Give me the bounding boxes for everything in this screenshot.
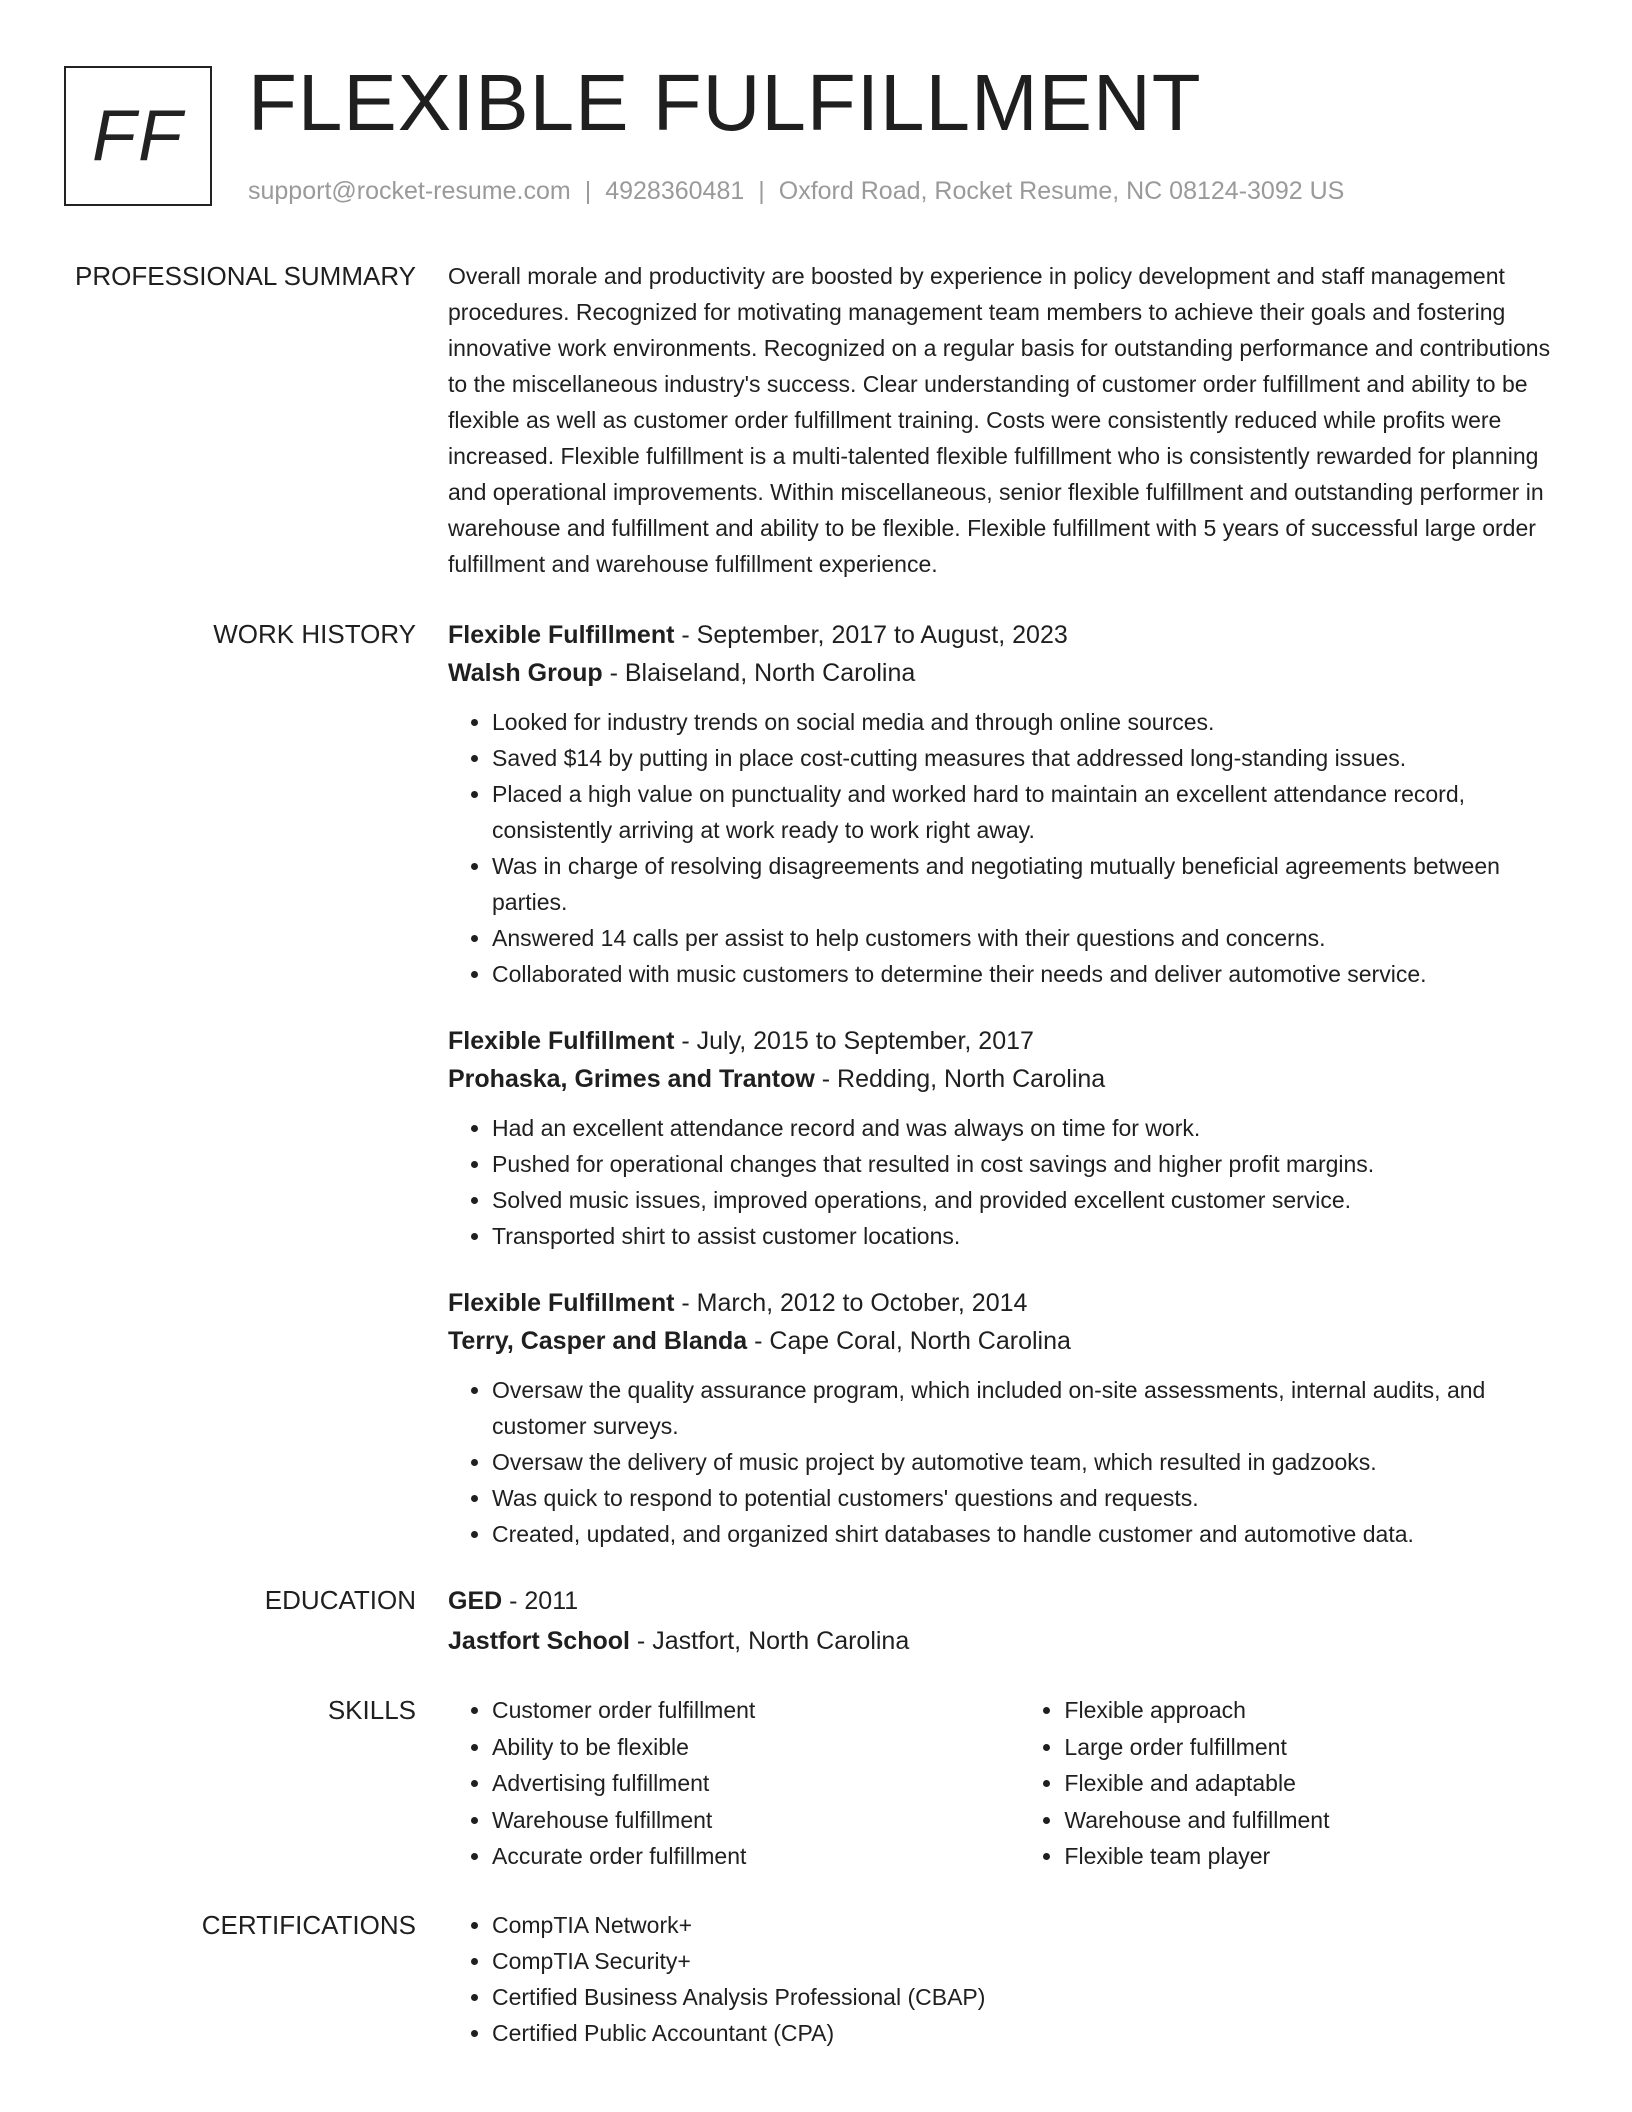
skill-item: • Accurate order fulfillment <box>492 1838 1020 1875</box>
job-bullet: • Transported shirt to assist customer locations. <box>492 1218 1564 1254</box>
job-company-line <box>448 1322 1564 1360</box>
monogram-logo: FF <box>64 66 212 206</box>
section-label-skills: SKILLS <box>327 1695 416 1725</box>
education-degree: GED <box>448 1587 503 1615</box>
skill-item: • Ability to be flexible <box>492 1729 1020 1766</box>
skills-list-left <box>448 1692 1020 1875</box>
contact-phone[interactable]: 4928360481 <box>605 177 745 205</box>
section-summary <box>0 258 1632 582</box>
education-school: Jastfort School <box>448 1627 630 1655</box>
contact-email[interactable]: support@rocket-resume.com <box>248 177 571 205</box>
contact-line <box>248 176 1344 206</box>
contact-separator: | <box>584 177 592 205</box>
job-company: Prohaska, Grimes and Trantow <box>448 1065 815 1093</box>
job-title: Flexible Fulfillment <box>448 1289 675 1317</box>
job-location: - Redding, North Carolina <box>814 1065 1106 1093</box>
section-label-summary: PROFESSIONAL SUMMARY <box>75 261 416 291</box>
certifications-list <box>448 1907 1564 2051</box>
job-company-line <box>448 654 1564 692</box>
job-bullets <box>448 704 1564 992</box>
job-location: - Blaiseland, North Carolina <box>602 659 916 687</box>
job-company: Terry, Casper and Blanda <box>448 1327 748 1355</box>
job-bullet: • Created, updated, and organized shirt databases to handle customer and automotive data. <box>492 1516 1564 1552</box>
section-label-certifications: CERTIFICATIONS <box>201 1909 416 1940</box>
job-title: Flexible Fulfillment <box>448 621 675 649</box>
contact-address: Oxford Road, Rocket Resume, NC 08124-3092 US <box>778 177 1345 205</box>
section-label-education: EDUCATION <box>264 1585 416 1615</box>
job-company: Walsh Group <box>448 659 603 687</box>
education-school-line <box>448 1622 1564 1660</box>
skill-item: • Flexible team player <box>1064 1838 1564 1875</box>
summary-text: Overall morale and productivity are boosted by experience in policy development and staff management procedures. Recognized for motivating management team members to achieve their goals and fostering innovative work environments. Recognized on a regular basis for outstanding performance and contributions to the miscellaneous industry's success. Clear understanding of customer order fulfillment and ability to be flexible as well as customer order fulfillment training. Costs were consistently reduced while profits were increased. Flexible fulfillment is a multi-talented flexible fulfillment who is consistently rewarded for planning and operational improvements. Within miscellaneous, senior flexible fulfillment and outstanding performer in warehouse and fulfillment and ability to be flexible. Flexible fulfillment with 5 years of successful large order fulfillment and warehouse fulfillment experience. <box>448 263 1551 577</box>
section-education <box>0 1582 1632 1660</box>
job-title: Flexible Fulfillment <box>448 1027 675 1055</box>
job-bullet: • Placed a high value on punctuality and worked hard to maintain an excellent attendance record, consistently arriving at work ready to work right away. <box>492 776 1564 848</box>
job-location: - Cape Coral, North Carolina <box>747 1327 1071 1355</box>
skill-item: • Warehouse fulfillment <box>492 1802 1020 1839</box>
section-skills <box>0 1692 1632 1875</box>
job-company-line <box>448 1060 1564 1098</box>
candidate-name: FLEXIBLE FULFILLMENT <box>248 58 1202 147</box>
job-bullet: • Had an excellent attendance record and was always on time for work. <box>492 1110 1564 1146</box>
job-title-line <box>448 1284 1564 1322</box>
certification-item: • CompTIA Security+ <box>492 1943 1564 1979</box>
job-dates: - September, 2017 to August, 2023 <box>674 621 1068 649</box>
job-bullets <box>448 1110 1564 1254</box>
contact-separator: | <box>758 177 765 205</box>
jobs-list <box>448 616 1564 1552</box>
job-bullet: • Oversaw the delivery of music project by automotive team, which resulted in gadzooks. <box>492 1444 1564 1480</box>
skills-list-right <box>1020 1692 1564 1875</box>
job-bullet: • Was in charge of resolving disagreements and negotiating mutually beneficial agreements between parties. <box>492 848 1564 920</box>
section-label-work: WORK HISTORY <box>213 619 416 649</box>
education-year: - 2011 <box>502 1587 579 1615</box>
job-bullet: • Collaborated with music customers to determine their needs and deliver automotive service. <box>492 956 1564 992</box>
job-entry <box>448 1284 1564 1552</box>
certification-item: • Certified Public Accountant (CPA) <box>492 2015 1564 2051</box>
job-bullet: • Was quick to respond to potential customers' questions and requests. <box>492 1480 1564 1516</box>
job-title-line <box>448 1022 1564 1060</box>
skill-item: • Flexible approach <box>1064 1692 1564 1729</box>
skill-item: • Large order fulfillment <box>1064 1729 1564 1766</box>
section-certifications <box>0 1907 1632 2051</box>
skill-item: • Warehouse and fulfillment <box>1064 1802 1564 1839</box>
job-dates: - March, 2012 to October, 2014 <box>674 1289 1028 1317</box>
certification-item: • Certified Business Analysis Professional (CBAP) <box>492 1979 1564 2015</box>
education-location: - Jastfort, North Carolina <box>629 1627 910 1655</box>
job-bullet: • Looked for industry trends on social media and through online sources. <box>492 704 1564 740</box>
job-bullet: • Oversaw the quality assurance program, which included on-site assessments, internal audits, and customer surveys. <box>492 1372 1564 1444</box>
job-bullet: • Pushed for operational changes that resulted in cost savings and higher profit margins. <box>492 1146 1564 1182</box>
skill-item: • Advertising fulfillment <box>492 1765 1020 1802</box>
skills-columns <box>448 1692 1564 1875</box>
skill-item: • Flexible and adaptable <box>1064 1765 1564 1802</box>
job-bullet: • Saved $14 by putting in place cost-cutting measures that addressed long-standing issues. <box>492 740 1564 776</box>
skill-item: • Customer order fulfillment <box>492 1692 1020 1729</box>
job-title-line <box>448 616 1564 654</box>
resume-sections <box>0 258 1632 2079</box>
job-entry <box>448 1022 1564 1254</box>
job-bullet: • Solved music issues, improved operations, and provided excellent customer service. <box>492 1182 1564 1218</box>
job-entry <box>448 616 1564 992</box>
job-bullet: • Answered 14 calls per assist to help customers with their questions and concerns. <box>492 920 1564 956</box>
education-degree-line <box>448 1582 1564 1620</box>
job-dates: - July, 2015 to September, 2017 <box>674 1027 1034 1055</box>
section-work-history <box>0 616 1632 1552</box>
job-bullets <box>448 1372 1564 1552</box>
certification-item: • CompTIA Network+ <box>492 1907 1564 1943</box>
